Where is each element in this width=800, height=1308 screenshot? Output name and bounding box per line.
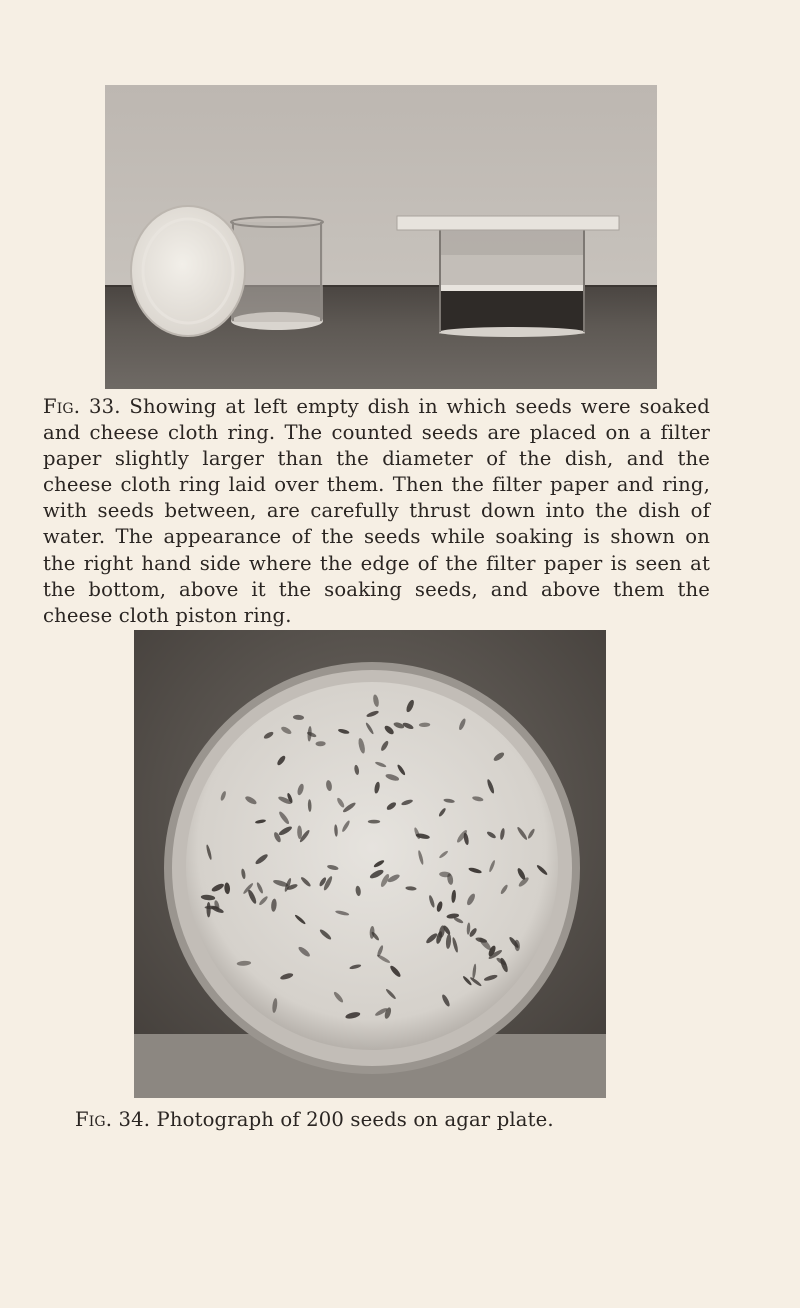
figure-34-text: Photograph of 200 seeds on agar plate. xyxy=(156,1108,554,1131)
filter-paper xyxy=(397,216,619,230)
figure-33-text: Showing at left empty dish in which seeds were soaked and cheese cloth ring. The counted seeds are placed on a filter paper slightly larger than the diameter of the dish, and the cheese cloth ring laid over them. Then the filter paper and ring, with seeds between, are carefully thrust down into the dish of water. The appearance of the seeds while soaking is shown on the right hand side where the edge of the filter paper is seen at the bottom, above it the soaking seeds, and above them the cheese cloth piston ring. xyxy=(43,395,710,627)
figure-34-caption xyxy=(75,1107,635,1133)
soaking-seeds xyxy=(439,289,585,331)
seed xyxy=(368,820,380,824)
figure-33-caption xyxy=(43,394,710,629)
figure-34-label: Fig. 34. xyxy=(75,1108,151,1131)
figure-33-photo xyxy=(105,85,657,389)
agar-plate xyxy=(186,682,558,1050)
figure-34-photo xyxy=(134,630,606,1098)
seed xyxy=(207,902,211,917)
figure-33-label: Fig. 33. xyxy=(43,395,121,418)
cheese-cloth-ring xyxy=(131,206,245,336)
